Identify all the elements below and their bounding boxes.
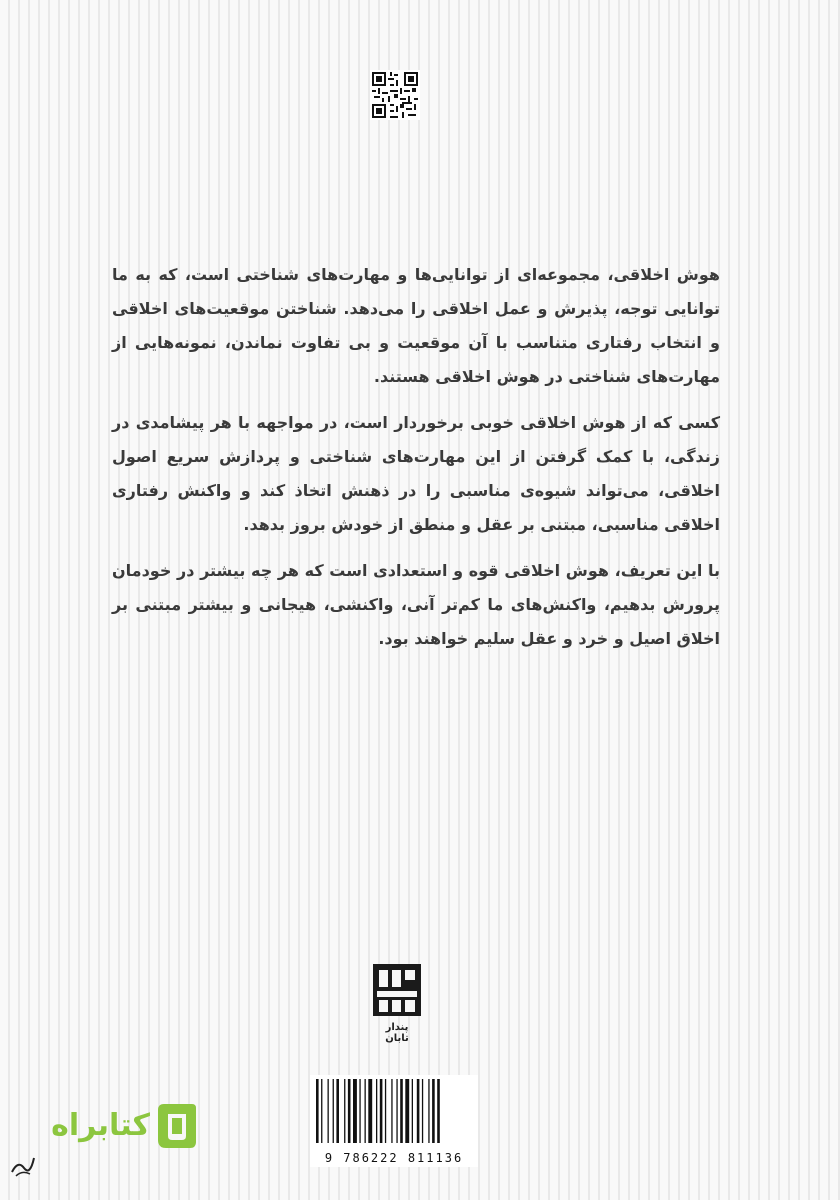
publisher-name: پندار تابان [385,1022,409,1044]
qr-code-icon [370,70,420,120]
paragraph-2: کسی که از هوش اخلاقی خوبی برخوردار است، در مواجهه با هر پیشامدی در زندگی، با کمک گرفتن از این مهارت‌های شناختی و پردازش سریع اصول اخلاقی، می‌تواند شیوه‌ی مناسبی را در ذهنش اتخاذ کند و واکنش رفتاری اخلاقی مناسبی، مبتنی بر عقل و منطق از خودش بروز بدهد. [112,413,720,534]
ketabrah-brand [40,1100,220,1160]
paragraph-3: با این تعریف، هوش اخلاقی قوه و استعدادی است که هر چه بیشتر در خودمان پرورش بدهیم، واکنش‌های ما کم‌تر آنی، واکنشی، هیجانی و بیشتر مبتنی بر اخلاق اصیل و خرد و عقل سلیم خواهند بود. [112,561,720,648]
publisher-logo [373,964,421,1044]
qr-code [370,70,420,120]
barcode-icon [310,1075,478,1147]
paragraph-1: هوش اخلاقی، مجموعه‌ای از توانایی‌ها و مهارت‌های شناختی است، که به ما توانایی توجه، پذیرش و عمل اخلاقی را می‌دهد. شناختن موقعیت‌های اخلاقی و انتخاب رفتاری متناسب با آن موقعیت و بی تفاوت نماندن، نمونه‌هایی از مهارت‌های شناختی در هوش اخلاقی هستند. [112,265,720,386]
brand-name: کتابراه [51,1108,150,1143]
signature-stamp-icon [8,1150,38,1180]
back-cover-text [112,258,720,668]
ketabrah-logo-icon [152,1100,200,1152]
signature-stamp [8,1150,38,1180]
publisher-logo-icon [373,964,421,1016]
barcode [310,1075,478,1167]
isbn-number: 9 786222 811136 [324,1151,464,1165]
